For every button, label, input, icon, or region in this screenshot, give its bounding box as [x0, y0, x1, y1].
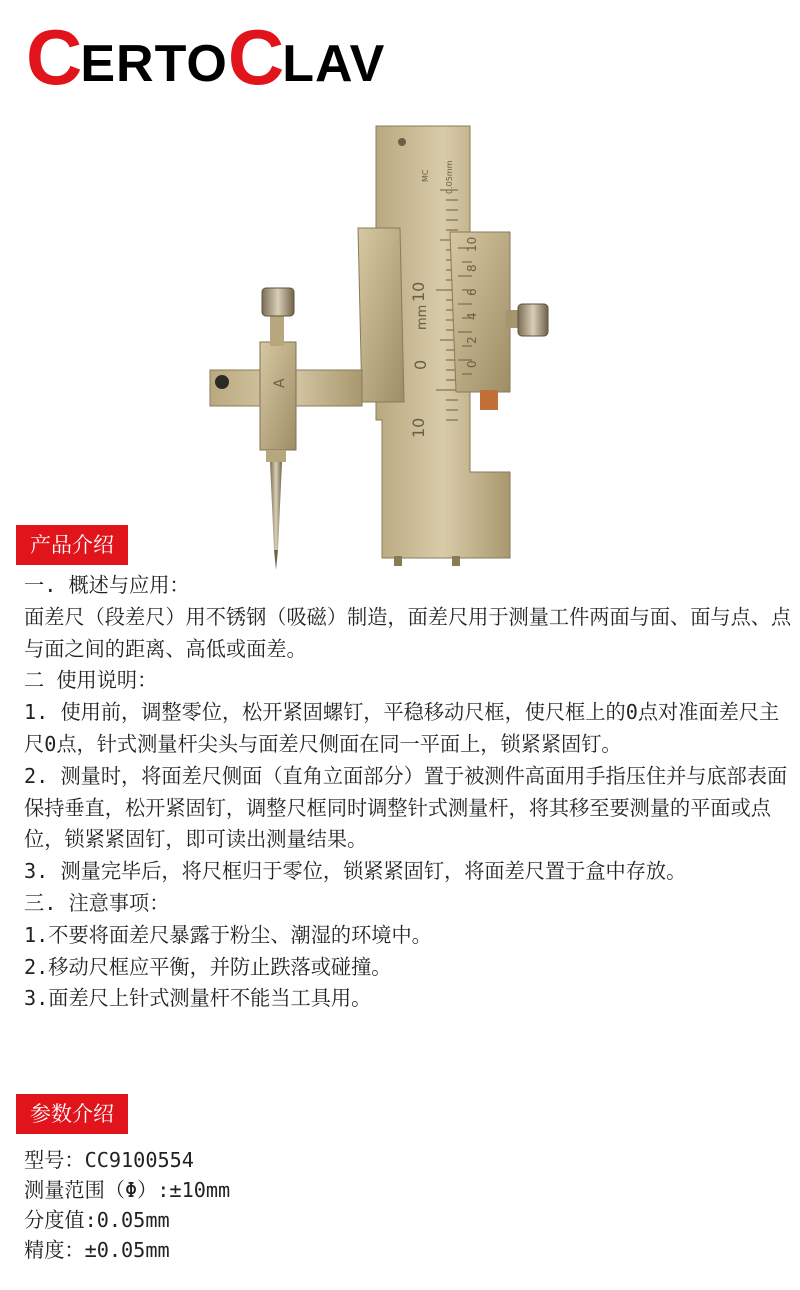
- logo-letter-c2: C: [227, 13, 283, 101]
- svg-text:0.05mm: 0.05mm: [445, 160, 454, 194]
- svg-text:0: 0: [465, 360, 479, 368]
- svg-text:8: 8: [465, 264, 479, 272]
- param-range: 测量范围（Φ）:±10mm: [24, 1178, 231, 1202]
- intro-line: 三. 注意事项：: [24, 890, 170, 915]
- svg-text:4: 4: [465, 312, 479, 320]
- intro-line: 1.不要将面差尺暴露于粉尘、潮湿的环境中。: [24, 922, 432, 947]
- svg-text:10: 10: [465, 236, 479, 252]
- intro-line: 1. 使用前，调整零位，松开紧固螺钉，平稳移动尺框，使尺框上的0点对准面差尺主尺0点，针式测量杆尖头与面差尺侧面在同一平面上，锁紧紧固钉。: [24, 700, 780, 756]
- svg-text:10: 10: [409, 417, 428, 438]
- intro-line: 3.面差尺上针式测量杆不能当工具用。: [24, 986, 372, 1011]
- intro-line: 2. 测量时，将面差尺侧面（直角立面部分）置于被测件高面用手指压住并与底部表面保持垂直，松开紧固钉，调整尺框同时调整针式测量杆，将其移至要测量的平面或点位，锁紧紧固钉，即可读出测量结果。: [24, 763, 788, 852]
- svg-text:2: 2: [465, 336, 479, 344]
- section-tag-intro: 产品介绍: [16, 525, 128, 565]
- svg-text:MC: MC: [421, 169, 430, 182]
- section-tag-params: 参数介绍: [16, 1094, 128, 1134]
- logo-letter-c1: C: [26, 13, 81, 101]
- svg-text:10: 10: [409, 281, 428, 302]
- logo-part-1: ERTO: [80, 35, 228, 93]
- product-image: [200, 120, 580, 580]
- intro-line: 一. 概述与应用：: [24, 573, 190, 597]
- intro-text: [24, 570, 796, 1015]
- intro-line: 面差尺（段差尺）用不锈钢（吸磁）制造，面差尺用于测量工件两面与面、面与点、点与面之间的距离、高低或面差。: [24, 604, 792, 661]
- svg-text:mm: mm: [415, 304, 430, 330]
- intro-line: 二 使用说明：: [24, 668, 158, 693]
- intro-line: 2.移动尺框应平衡，并防止跌落或碰撞。: [24, 954, 392, 979]
- logo-part-2: LAV: [282, 35, 386, 93]
- svg-text:6: 6: [465, 288, 479, 296]
- params-list: [24, 1145, 784, 1265]
- svg-text:0: 0: [411, 359, 430, 370]
- brand-logo: [26, 13, 386, 101]
- svg-text:A: A: [272, 378, 288, 388]
- intro-line: 3. 测量完毕后，将尺框归于零位，锁紧紧固钉，将面差尺置于盒中存放。: [24, 859, 687, 884]
- param-accuracy: 精度：±0.05mm: [24, 1238, 170, 1262]
- param-model: 型号：CC9100554: [24, 1148, 194, 1172]
- param-resolution: 分度值:0.05mm: [24, 1208, 170, 1232]
